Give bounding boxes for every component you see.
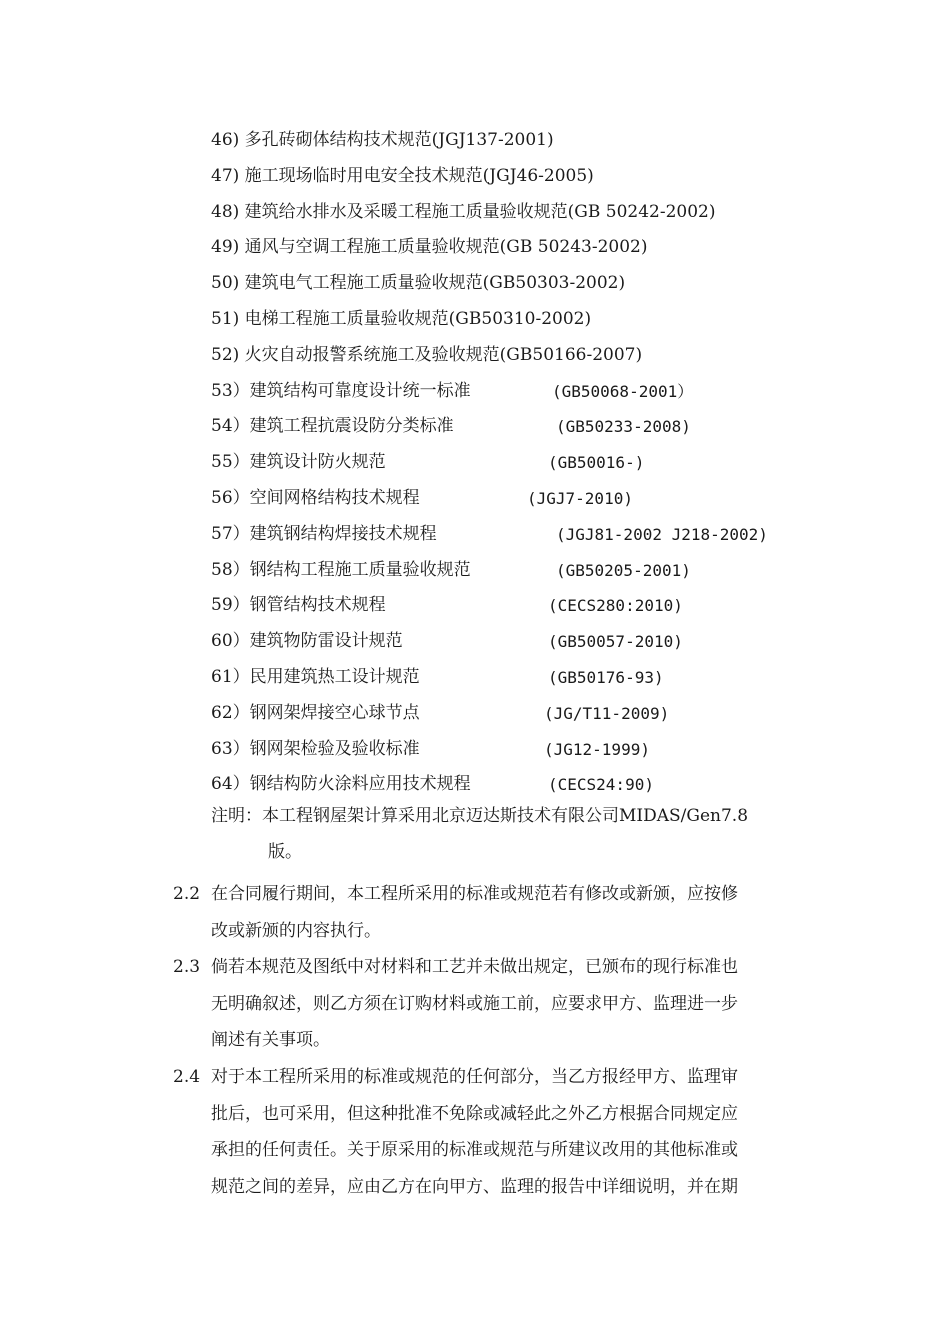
- standard-item: [211, 481, 911, 517]
- clause-line: 规范之间的差异，应由乙方在向甲方、监理的报告中详细说明，并在期: [211, 1176, 738, 1197]
- standard-title: 52) 火灾自动报警系统施工及验收规范(GB50166-2007): [211, 344, 643, 365]
- clause-line: 对于本工程所采用的标准或规范的任何部分，当乙方报经甲方、监理审: [211, 1067, 738, 1087]
- standard-title: 59）钢管结构技术规程: [211, 595, 386, 616]
- standard-item: [211, 660, 911, 696]
- standard-code: (JGJ7-2010): [527, 488, 633, 508]
- standard-title: 61）民用建筑热工设计规范: [211, 666, 420, 687]
- standard-title: 63）钢网架检验及验收标准: [211, 738, 420, 759]
- standard-item: [211, 123, 911, 159]
- standard-code: (CECS280:2010): [548, 596, 683, 616]
- standard-code: (CECS24:90): [548, 775, 654, 795]
- clause-number: 2.4: [173, 1067, 201, 1087]
- standard-item: [211, 588, 911, 624]
- standard-code: (JGJ81-2002 J218-2002): [556, 524, 768, 544]
- standard-item: [211, 230, 911, 266]
- standard-item: [211, 409, 911, 445]
- standard-item: [211, 266, 911, 302]
- standard-item: [211, 374, 911, 410]
- standard-code: (JG12-1999): [544, 739, 650, 759]
- standard-item: [211, 732, 911, 768]
- standard-title: 50) 建筑电气工程施工质量验收规范(GB50303-2002): [211, 273, 626, 294]
- clause-line: 无明确叙述，则乙方须在订购材料或施工前，应要求甲方、监理进一步: [211, 993, 738, 1014]
- standard-item: [211, 338, 911, 374]
- standard-code: (GB50068-2001）: [552, 381, 694, 401]
- standard-title: 64）钢结构防火涂料应用技术规程: [211, 774, 471, 795]
- standard-code: (GB50233-2008): [556, 417, 691, 437]
- standard-item: [211, 159, 911, 195]
- standards-list: [211, 123, 911, 803]
- standard-item: [211, 195, 911, 231]
- clause-line: 倘若本规范及图纸中对材料和工艺并未做出规定，已颁布的现行标准也: [211, 957, 738, 977]
- clause-line: 改或新颁的内容执行。: [211, 920, 381, 941]
- standard-item: [211, 445, 911, 481]
- standard-title: 56）空间网格结构技术规程: [211, 487, 420, 508]
- standard-code: (JG/T11-2009): [544, 703, 670, 723]
- standard-item: [211, 624, 911, 660]
- standard-title: 53）建筑结构可靠度设计统一标准: [211, 380, 471, 401]
- clause-2-2: [173, 876, 813, 949]
- standard-title: 58）钢结构工程施工质量验收规范: [211, 559, 471, 580]
- standard-code: (GB50176-93): [548, 667, 664, 687]
- standard-title: 48) 建筑给水排水及采暖工程施工质量验收规范(GB 50242-2002): [211, 201, 716, 222]
- standard-code: (GB50057-2010): [548, 632, 683, 652]
- standard-title: 54）建筑工程抗震设防分类标准: [211, 416, 454, 437]
- clause-line: 承担的任何责任。关于原采用的标准或规范与所建议改用的其他标准或: [211, 1140, 738, 1160]
- standard-title: 47) 施工现场临时用电安全技术规范(JGJ46-2005): [211, 165, 594, 186]
- standard-title: 55）建筑设计防火规范: [211, 452, 386, 473]
- standard-item: [211, 553, 911, 589]
- clause-line: 阐述有关事项。: [211, 1030, 330, 1050]
- note-line: 版。: [268, 842, 302, 862]
- standard-title: 46) 多孔砖砌体结构技术规范(JGJ137-2001): [211, 130, 554, 150]
- standard-title: 49) 通风与空调工程施工质量验收规范(GB 50243-2002): [211, 237, 648, 258]
- note-line: 注明：本工程钢屋架计算采用北京迈达斯技术有限公司MIDAS/Gen7.8: [211, 806, 749, 826]
- clause-number: 2.3: [173, 957, 201, 977]
- clause-line: 在合同履行期间，本工程所采用的标准或规范若有修改或新颁，应按修: [211, 884, 738, 904]
- clause-line: 批后，也可采用，但这种批准不免除或减轻此之外乙方根据合同规定应: [211, 1103, 738, 1124]
- standard-title: 51) 电梯工程施工质量验收规范(GB50310-2002): [211, 308, 592, 329]
- standard-item: [211, 696, 911, 732]
- standard-code: (GB50016-): [548, 453, 645, 473]
- standard-title: 60）建筑物防雷设计规范: [211, 631, 403, 652]
- clause-number: 2.2: [173, 884, 201, 904]
- clause-2-3: [173, 949, 813, 1059]
- standard-item: [211, 302, 911, 338]
- standard-item: [211, 517, 911, 553]
- calculation-note: [211, 798, 811, 870]
- clause-2-4: [173, 1059, 813, 1205]
- standard-code: (GB50205-2001): [556, 560, 691, 580]
- standard-title: 62）钢网架焊接空心球节点: [211, 702, 420, 723]
- standard-title: 57）建筑钢结构焊接技术规程: [211, 523, 437, 544]
